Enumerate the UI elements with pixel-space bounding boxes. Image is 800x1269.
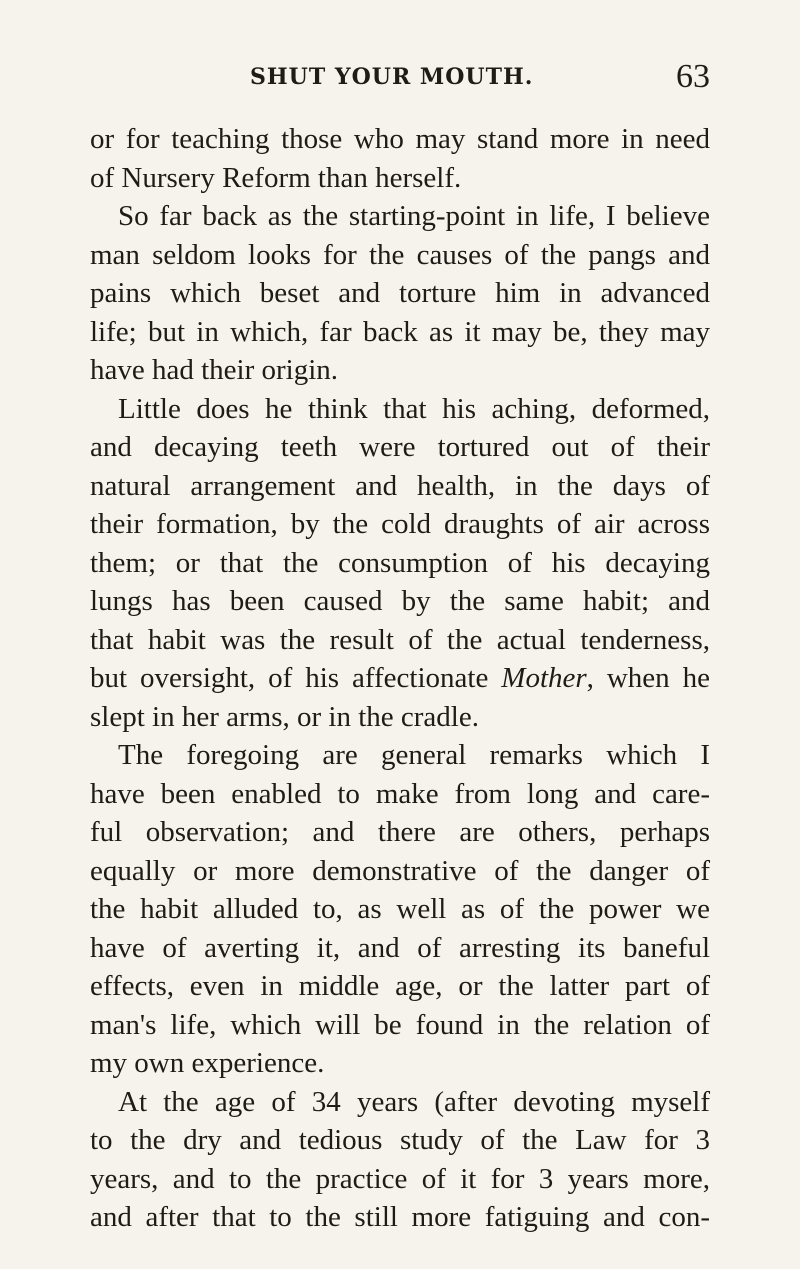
text-run: , when he: [586, 662, 711, 694]
text-line: have had their origin.: [90, 354, 339, 386]
text-line: natural arrangement and health, in the days of: [90, 469, 710, 502]
paragraph-start-line: So far back as the starting-point in life, I believe: [118, 200, 710, 232]
text-run: but oversight, of his affectionate: [90, 662, 502, 694]
text-line: their formation, by the cold draughts of air across: [90, 508, 710, 540]
text-line: and after that to the still more fatiguing and con-: [90, 1201, 710, 1233]
page-header: [250, 58, 710, 98]
text-line: pains which beset and torture him in advanced: [90, 277, 710, 309]
text-line: of Nursery Reform than herself.: [90, 161, 462, 194]
text-line: ful observation; and there are others, perhaps: [90, 816, 710, 848]
text-line: have been enabled to make from long and care-: [90, 777, 710, 810]
text-line-with-emphasis: [90, 659, 710, 698]
running-head: SHUT YOUR MOUTH.: [250, 64, 534, 90]
text-line: effects, even in middle age, or the latter part of: [90, 970, 710, 1002]
body-text: [90, 120, 710, 1237]
emphasized-word: Mother: [501, 662, 587, 694]
text-line: to the dry and tedious study of the Law for 3: [90, 1124, 710, 1156]
text-line: life; but in which, far back as it may be, they may: [90, 315, 710, 348]
text-line: or for teaching those who may stand more in need: [90, 123, 710, 155]
text-line: equally or more demonstrative of the danger of: [90, 854, 710, 887]
page-number: 63: [676, 58, 710, 95]
text-line: years, and to the practice of it for 3 years more,: [90, 1162, 710, 1195]
text-line: man's life, which will be found in the relation of: [90, 1008, 710, 1041]
text-line: them; or that the consumption of his decaying: [90, 546, 710, 579]
paragraph-start-line: At the age of 34 years (after devoting myself: [118, 1085, 710, 1118]
text-line: man seldom looks for the causes of the pangs and: [90, 238, 710, 271]
paragraph-start-line: The foregoing are general remarks which I: [118, 739, 710, 771]
text-line: that habit was the result of the actual tenderness,: [90, 623, 710, 656]
text-line: and decaying teeth were tortured out of their: [90, 431, 710, 463]
text-line: the habit alluded to, as well as of the power we: [90, 893, 710, 925]
text-line: have of averting it, and of arresting its baneful: [90, 931, 710, 964]
text-line: my own experience.: [90, 1047, 325, 1079]
text-line: slept in her arms, or in the cradle.: [90, 700, 479, 733]
paragraph-start-line: Little does he think that his aching, deformed,: [118, 392, 710, 425]
text-line: lungs has been caused by the same habit; and: [90, 585, 710, 617]
